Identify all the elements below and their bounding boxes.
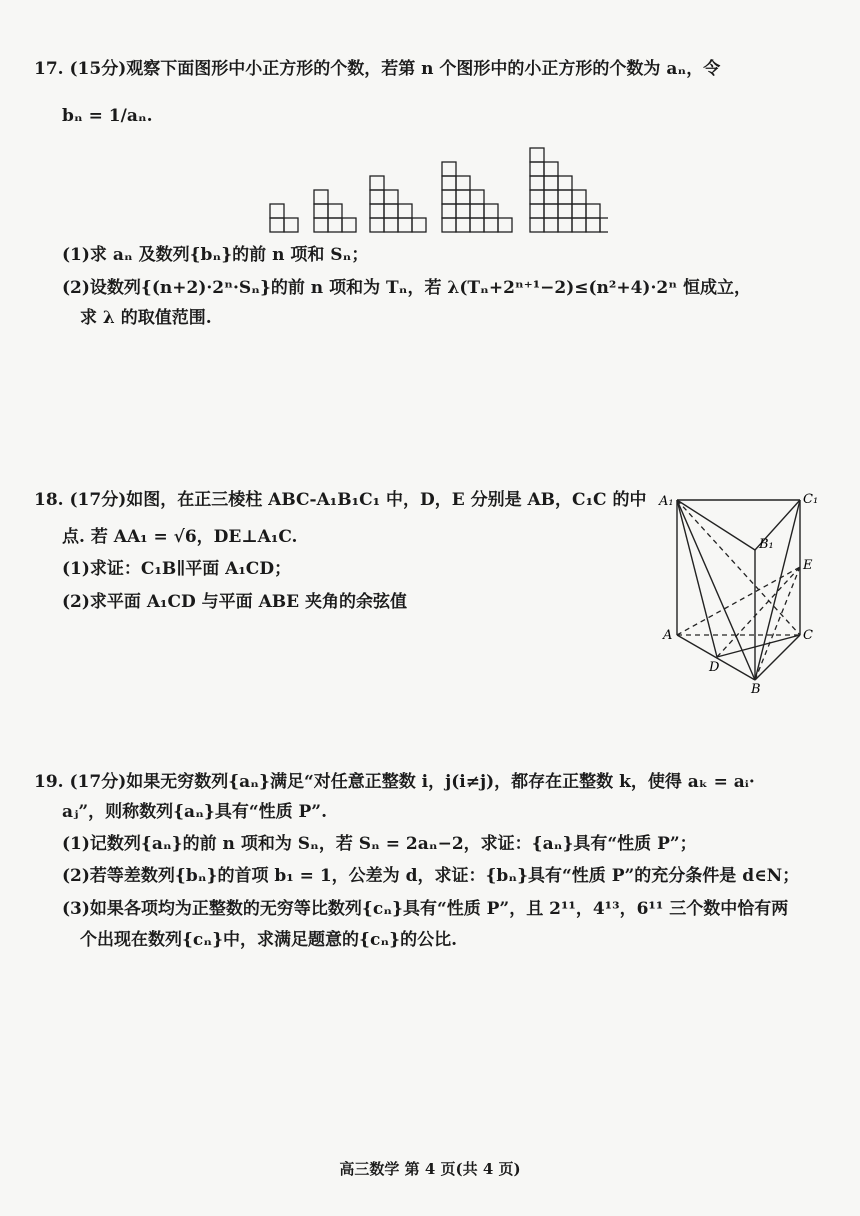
small-square xyxy=(558,218,572,232)
small-square xyxy=(456,218,470,232)
small-square xyxy=(530,148,544,162)
small-square xyxy=(442,218,456,232)
q17-line1: 17. (15分)观察下面图形中小正方形的个数，若第 n 个图形中的小正方形的个数为 aₙ，令 xyxy=(34,59,721,79)
small-square xyxy=(370,204,384,218)
small-square xyxy=(442,176,456,190)
small-square xyxy=(328,218,342,232)
q18-line1: 18. (17分)如图，在正三棱柱 ABC-A₁B₁C₁ 中，D，E 分别是 AB，C₁C 的中 xyxy=(34,490,647,510)
small-square xyxy=(442,190,456,204)
q18-part1: (1)求证：C₁B∥平面 A₁CD； xyxy=(62,559,292,579)
small-square xyxy=(558,204,572,218)
small-square xyxy=(456,190,470,204)
small-square xyxy=(412,218,426,232)
q17-part2b: 求 λ 的取值范围. xyxy=(80,308,212,328)
small-square xyxy=(544,190,558,204)
q19-line1: 19. (17分)如果无穷数列{aₙ}满足“对任意正整数 i，j(i≠j)，都存在正整数 k，使得 aₖ = aᵢ· xyxy=(34,772,755,792)
small-square xyxy=(456,204,470,218)
small-square xyxy=(314,218,328,232)
label-E: E xyxy=(803,558,813,573)
label-B: B xyxy=(751,682,761,695)
label-D: D xyxy=(709,660,720,675)
small-square xyxy=(572,218,586,232)
label-C: C xyxy=(803,628,813,643)
small-square xyxy=(586,218,600,232)
small-square xyxy=(370,176,384,190)
small-square xyxy=(544,176,558,190)
small-square xyxy=(270,218,284,232)
small-square xyxy=(586,204,600,218)
small-square xyxy=(314,190,328,204)
small-square xyxy=(270,204,284,218)
small-square xyxy=(442,204,456,218)
small-square xyxy=(284,218,298,232)
small-square xyxy=(328,204,342,218)
small-square xyxy=(398,218,412,232)
q19-part2: (2)若等差数列{bₙ}的首项 b₁ = 1，公差为 d，求证：{bₙ}具有“性质 P”的充分条件是 d∈N； xyxy=(62,866,800,886)
page-footer: 高三数学 第 4 页(共 4 页) xyxy=(339,1160,521,1178)
small-square xyxy=(572,190,586,204)
small-square xyxy=(530,162,544,176)
small-square xyxy=(456,176,470,190)
scan-blur-patch xyxy=(296,612,486,634)
q19-part3b: 个出现在数列{cₙ}中，求满足题意的{cₙ}的公比. xyxy=(80,930,457,950)
q19-line2: aⱼ”，则称数列{aₙ}具有“性质 P”. xyxy=(62,802,328,822)
small-square xyxy=(600,218,608,232)
small-square xyxy=(384,190,398,204)
small-square xyxy=(370,218,384,232)
q18-line2: 点. 若 AA₁ = √6，DE⊥A₁C. xyxy=(62,527,298,547)
small-square xyxy=(572,204,586,218)
small-square xyxy=(398,204,412,218)
small-square xyxy=(530,176,544,190)
small-square xyxy=(470,204,484,218)
label-B1: B₁ xyxy=(759,537,774,552)
q17-line2: bₙ = 1/aₙ. xyxy=(62,106,153,126)
small-square xyxy=(498,218,512,232)
small-square xyxy=(384,204,398,218)
small-square xyxy=(530,204,544,218)
small-square xyxy=(342,218,356,232)
small-square xyxy=(530,190,544,204)
q19-part3a: (3)如果各项均为正整数的无穷等比数列{cₙ}具有“性质 P”，且 2¹¹，4¹³，6¹¹ 三个数中恰有两 xyxy=(62,899,789,919)
small-square xyxy=(530,218,544,232)
q17-part2a: (2)设数列{(n+2)·2ⁿ·Sₙ}的前 n 项和为 Tₙ，若 λ(Tₙ+2ⁿ⁺¹−2)≤(n²+4)·2ⁿ 恒成立， xyxy=(62,278,751,298)
small-square xyxy=(442,162,456,176)
small-square xyxy=(370,190,384,204)
q17-square-figures xyxy=(268,142,608,237)
q17-part1: (1)求 aₙ 及数列{bₙ}的前 n 项和 Sₙ； xyxy=(62,245,369,265)
small-square xyxy=(558,190,572,204)
small-square xyxy=(544,204,558,218)
small-square xyxy=(314,204,328,218)
small-square xyxy=(544,162,558,176)
q18-part2: (2)求平面 A₁CD 与平面 ABE 夹角的余弦值 xyxy=(62,592,408,612)
small-square xyxy=(484,218,498,232)
small-square xyxy=(558,176,572,190)
small-square xyxy=(484,204,498,218)
small-square xyxy=(470,218,484,232)
small-square xyxy=(470,190,484,204)
q18-prism-figure xyxy=(655,485,825,695)
small-square xyxy=(544,218,558,232)
label-A1: A₁ xyxy=(659,494,674,509)
label-C1: C₁ xyxy=(803,492,819,507)
small-square xyxy=(384,218,398,232)
label-A: A xyxy=(663,628,673,643)
q19-part1: (1)记数列{aₙ}的前 n 项和为 Sₙ，若 Sₙ = 2aₙ−2，求证：{aₙ}具有“性质 P”； xyxy=(62,834,697,854)
